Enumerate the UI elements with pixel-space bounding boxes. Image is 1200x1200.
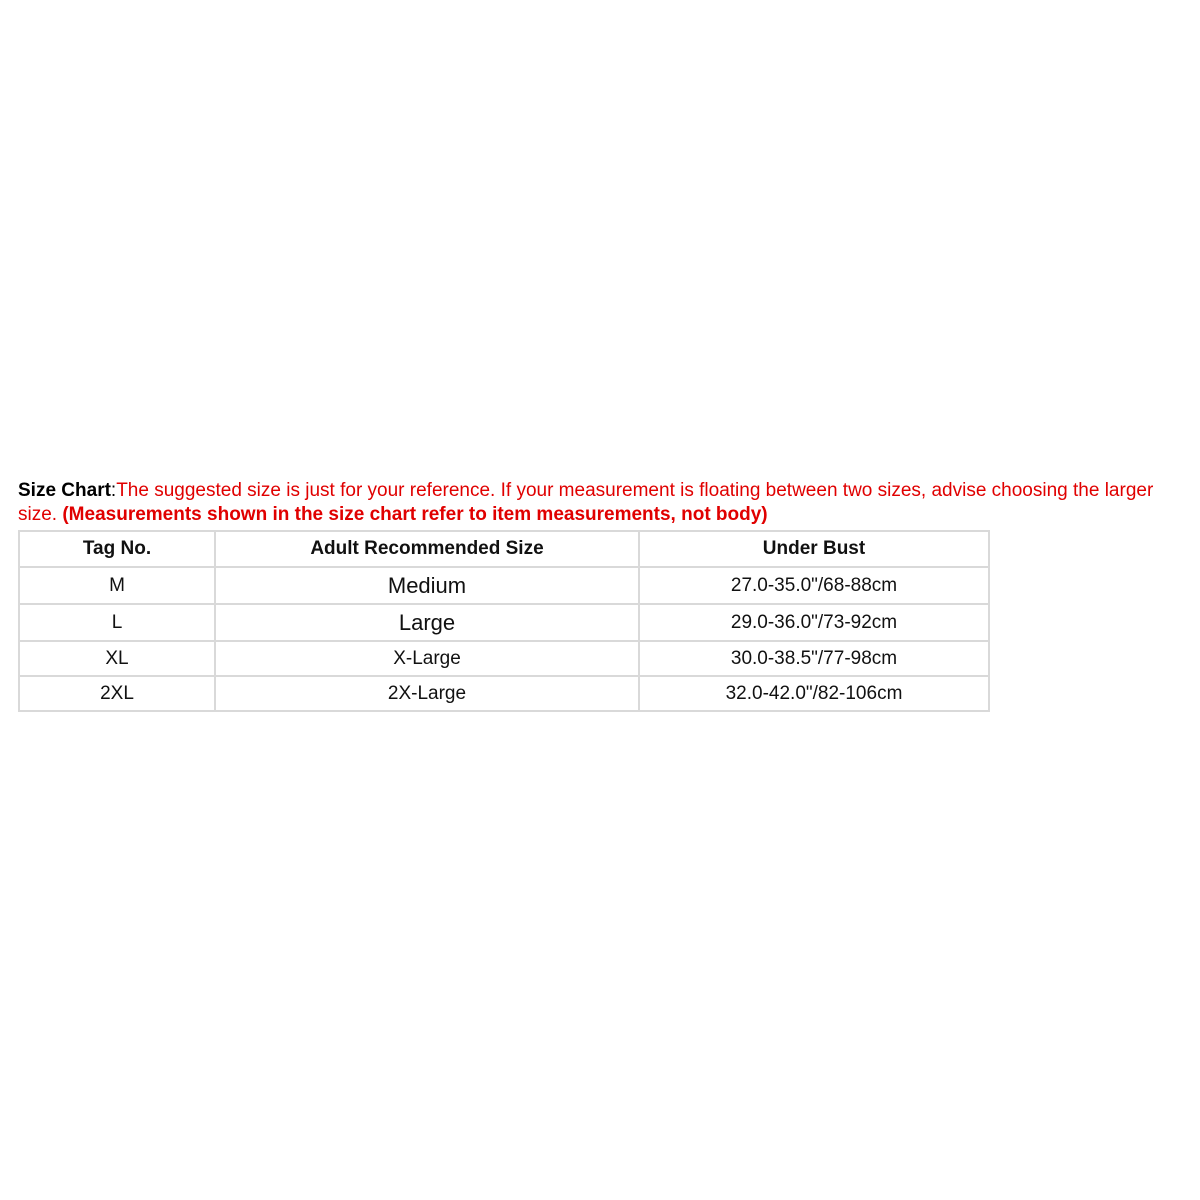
cell-size: X-Large — [215, 641, 639, 676]
cell-tag: XL — [19, 641, 215, 676]
size-chart-section — [18, 479, 1190, 712]
cell-under-bust: 29.0-36.0"/73-92cm — [639, 604, 989, 641]
table-row — [19, 676, 989, 711]
table-row — [19, 641, 989, 676]
size-chart-intro — [18, 479, 1190, 527]
size-chart-label: Size Chart — [18, 480, 111, 501]
cell-under-bust: 30.0-38.5"/77-98cm — [639, 641, 989, 676]
size-chart-colon: : — [110, 480, 117, 501]
cell-size: Medium — [215, 567, 639, 604]
column-header-tag: Tag No. — [19, 531, 215, 567]
table-row — [19, 604, 989, 641]
size-chart-emphasis: (Measurements shown in the size chart refer to item measurements, not body) — [62, 504, 768, 525]
size-table — [18, 530, 990, 712]
table-row — [19, 567, 989, 604]
cell-size: Large — [215, 604, 639, 641]
cell-size: 2X-Large — [215, 676, 639, 711]
cell-under-bust: 32.0-42.0"/82-106cm — [639, 676, 989, 711]
table-header-row — [19, 531, 989, 567]
cell-tag: 2XL — [19, 676, 215, 711]
cell-tag: M — [19, 567, 215, 604]
cell-under-bust: 27.0-35.0"/68-88cm — [639, 567, 989, 604]
cell-tag: L — [19, 604, 215, 641]
size-chart-note: The suggested size is just for your reference. If your measurement is floating between two sizes, advise choosing the larger size. — [18, 480, 1154, 525]
column-header-size: Adult Recommended Size — [215, 531, 639, 567]
column-header-under-bust: Under Bust — [639, 531, 989, 567]
